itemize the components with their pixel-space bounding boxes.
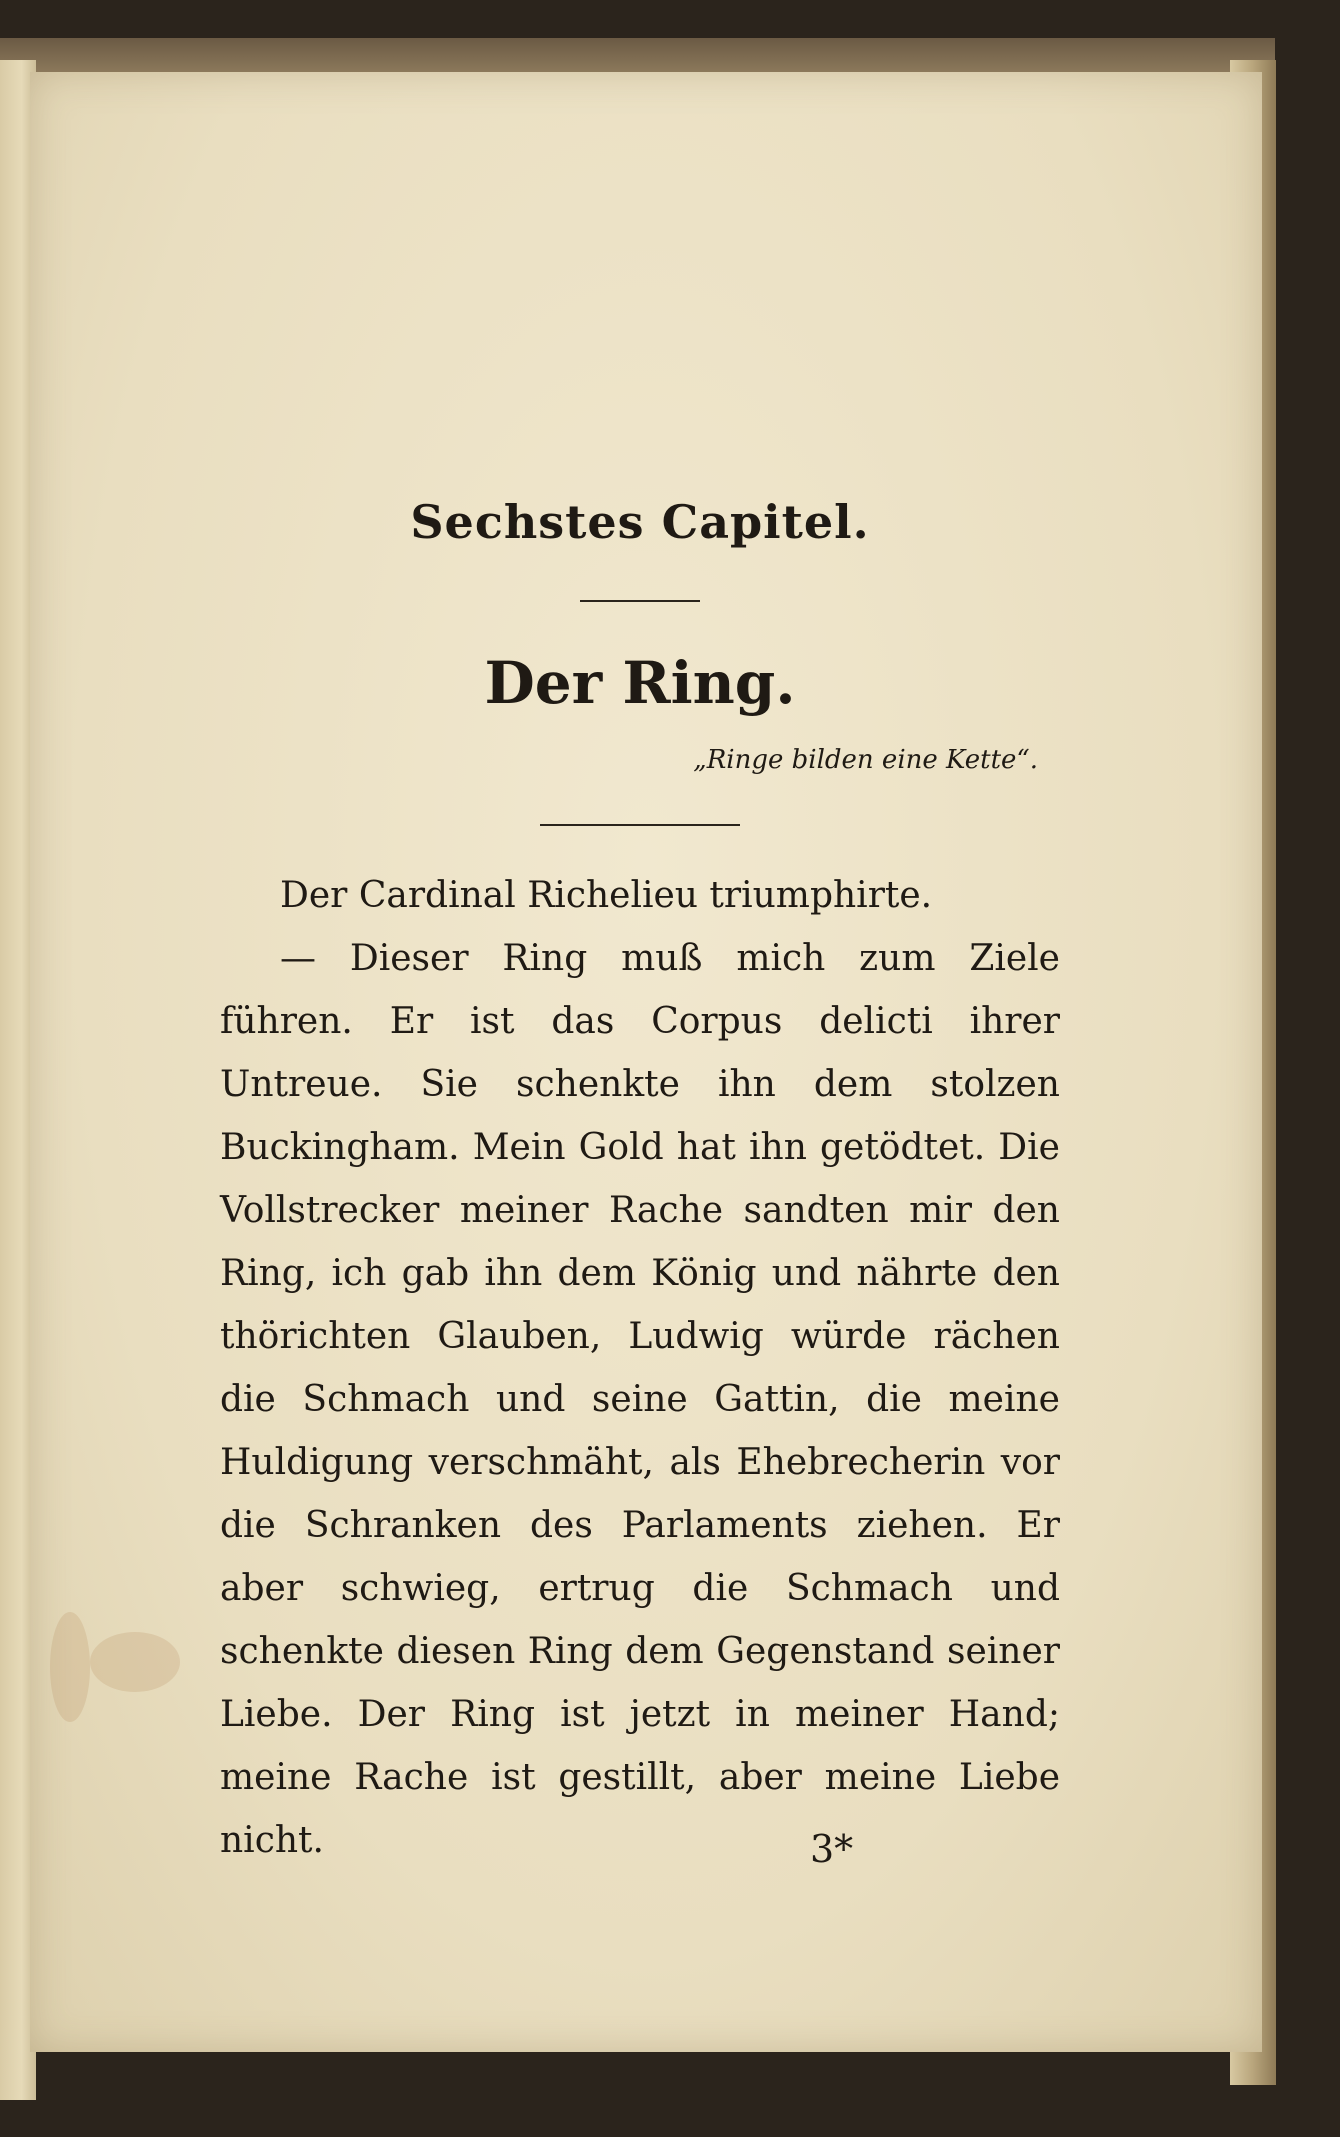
foxing-stain <box>90 1632 180 1692</box>
body-text <box>220 864 1060 1872</box>
chapter-title: Der Ring. <box>484 649 796 717</box>
paragraph: Der Cardinal Richelieu triumphirte. <box>280 875 933 916</box>
paragraph: — Dieser Ring muß mich zum Ziele führen. Er ist das Corpus delicti ihrer Untreue. Sie schenkte ihn dem stolzen Buckingham. Mein Gold hat ihn getödtet. Die Vollstrecker meiner Rache sandten mir den Ring, ich gab ihn dem König und nährte den thörichten Glauben, Ludwig würde rächen die Schmach und seine Gattin, die meine Huldigung verschmäht, als Ehebrecherin vor die Schranken des Parlaments ziehen. Er aber schwieg, ertrug die Schmach und schenkte diesen Ring dem Gegenstand seiner Liebe. Der Ring ist jetzt in meiner Hand; meine Rache ist gestillt, aber meine Liebe nicht. <box>220 938 1060 1861</box>
divider-rule <box>580 600 700 602</box>
divider-rule <box>540 824 740 826</box>
epigraph: „Ringe bilden eine Kette“. <box>693 745 1038 775</box>
book-page <box>30 72 1262 2052</box>
foxing-stain <box>50 1612 90 1722</box>
book-cover-edge <box>0 38 1275 74</box>
text-block <box>220 492 1060 1872</box>
chapter-heading: Sechstes Capitel. <box>410 495 870 549</box>
signature-mark: 3* <box>810 1827 854 1871</box>
